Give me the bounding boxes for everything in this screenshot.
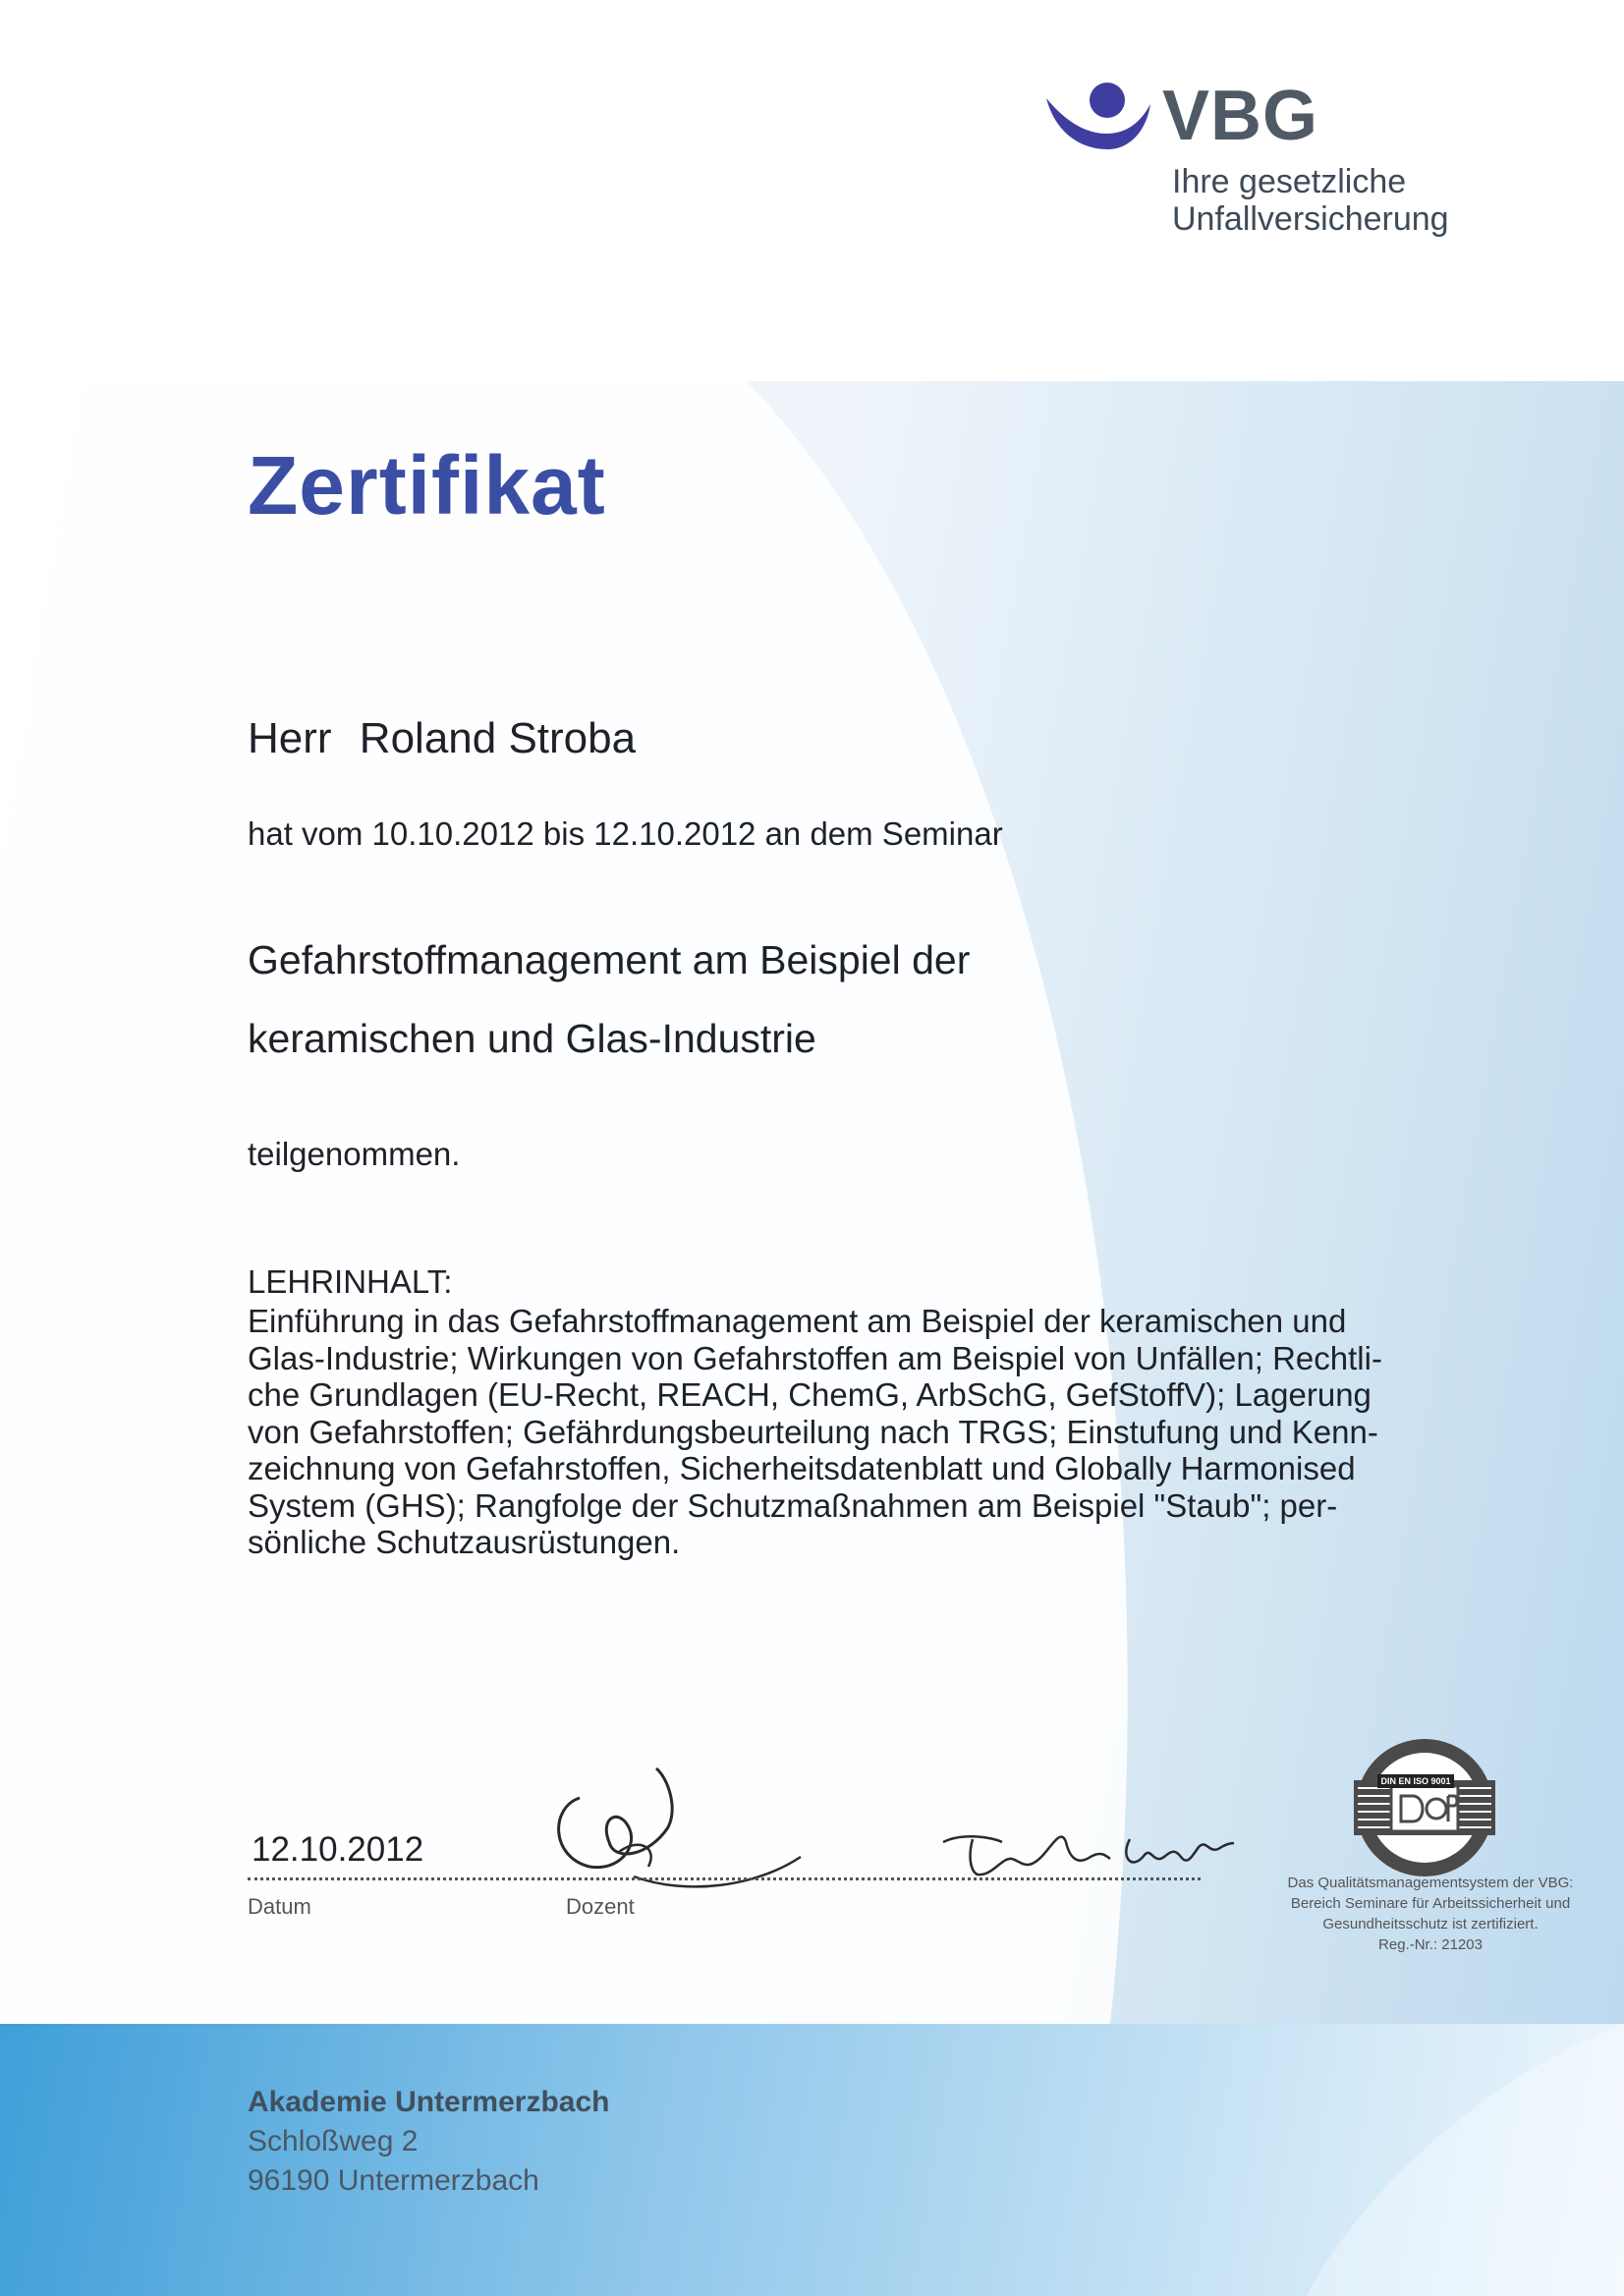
recipient-honorific: Herr: [248, 714, 332, 762]
vbg-logo-mark-icon: [1044, 79, 1152, 157]
certification-caption-line: Gesundheitsschutz ist zertifiziert.: [1322, 1916, 1539, 1932]
logo-tagline-line2: Unfallversicherung: [1172, 200, 1449, 238]
signature-line: [248, 1877, 1201, 1880]
lecturer-label: Dozent: [566, 1894, 635, 1919]
participated-text: teilgenommen.: [248, 1136, 461, 1172]
academy-street: Schloßweg 2: [248, 2125, 419, 2157]
certification-caption-line: Bereich Seminare für Arbeitssicherheit und: [1290, 1895, 1571, 1912]
seminar-title-line1: Gefahrstoffmanagement am Beispiel der: [248, 937, 971, 982]
certification-caption-line: Das Qualitätsmanagementsystem der VBG:: [1287, 1875, 1574, 1891]
iso-badge: DIN EN ISO 9001: [1377, 1774, 1454, 1788]
signature-date: 12.10.2012: [252, 1830, 424, 1869]
seminar-title-line2: keramischen und Glas-Industrie: [248, 1016, 816, 1061]
course-content-line: che Grundlagen (EU-Recht, REACH, ChemG, ArbSchG, GefStoffV); Lagerung: [248, 1376, 1372, 1413]
logo-wordmark: VBG: [1162, 77, 1319, 155]
logo-tagline-line1: Ihre gesetzliche: [1172, 163, 1407, 200]
course-content-line: von Gefahrstoffen; Gefährdungsbeurteilung nach TRGS; Einstufung und Kenn-: [248, 1413, 1378, 1450]
certification-caption-line: Reg.-Nr.: 21203: [1378, 1936, 1483, 1953]
course-content-text: [248, 1303, 1382, 1561]
date-label: Datum: [248, 1894, 311, 1919]
recipient-name: Roland Stroba: [359, 714, 637, 762]
course-content-line: Glas-Industrie; Wirkungen von Gefahrstoffen am Beispiel von Unfällen; Rechtli-: [248, 1339, 1382, 1376]
footer-band: [0, 2024, 1624, 2296]
vbg-logo: [1044, 79, 1457, 246]
certification-caption: [1273, 1873, 1588, 1955]
academy-name: Akademie Untermerzbach: [248, 2086, 610, 2118]
footer-curve: [0, 2024, 1624, 2296]
certificate-title: Zertifikat: [248, 439, 606, 532]
signatures-handwritten: [531, 1749, 1238, 1906]
seminar-dates-line: hat vom 10.10.2012 bis 12.10.2012 an dem Seminar: [248, 815, 1003, 852]
course-content-heading: LEHRINHALT:: [248, 1263, 453, 1300]
course-content-line: sönliche Schutzausrüstungen.: [248, 1524, 681, 1560]
course-content-line: System (GHS); Rangfolge der Schutzmaßnahmen am Beispiel "Staub"; per-: [248, 1486, 1338, 1524]
academy-city: 96190 Untermerzbach: [248, 2164, 539, 2197]
iso-certification-seal-icon: [1346, 1729, 1503, 1886]
course-content-line: zeichnung von Gefahrstoffen, Sicherheitsdatenblatt und Globally Harmonised: [248, 1450, 1356, 1486]
course-content-line: Einführung in das Gefahrstoffmanagement am Beispiel der keramischen und: [248, 1303, 1347, 1339]
recipient-line: [248, 714, 636, 763]
